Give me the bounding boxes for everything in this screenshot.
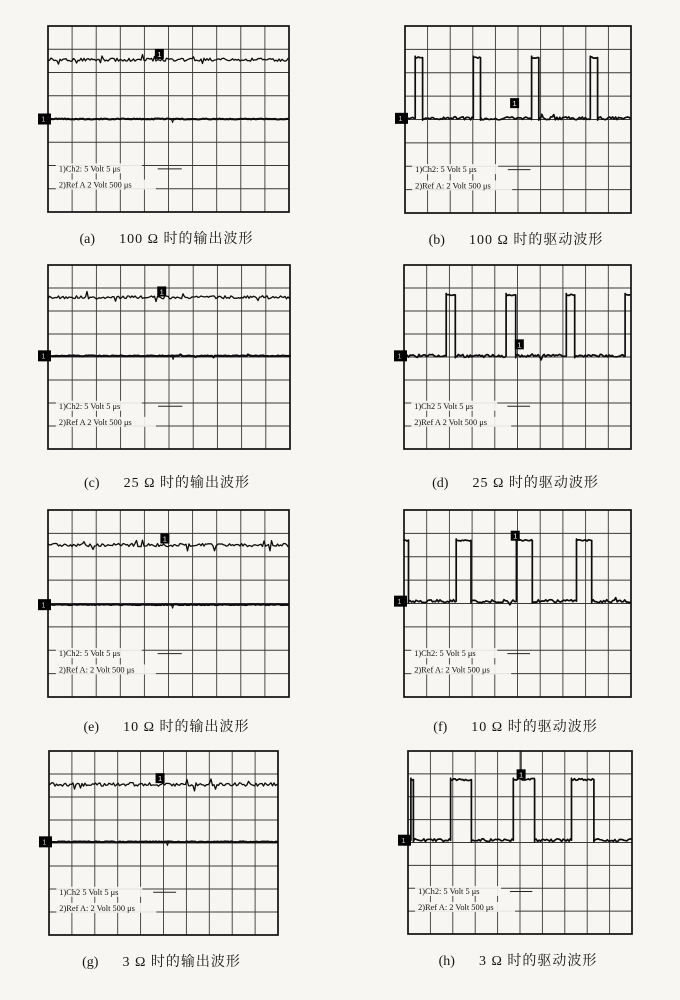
figure-caption-text: 3 Ω 时的驱动波形 [478,954,598,969]
figure-d [394,262,637,492]
figure-caption-text: 25 Ω 时的输出波形 [123,476,250,491]
waveform-traces [404,294,630,360]
scope-screen-b [395,23,637,219]
figure-caption-text: 25 Ω 时的驱动波形 [472,476,599,491]
trace-marker-label: 1 [519,770,524,780]
trace-marker-label: 1 [157,49,162,59]
left-edge-marker-label: 1 [41,602,46,610]
scope-screen-c [38,262,296,455]
scope-screen-f [394,507,637,703]
figure-caption-label: (f) [433,720,448,735]
scope-screen-d [394,262,637,455]
scope-screen-a [38,23,295,218]
figure-caption-h [398,950,638,970]
left-edge-marker-label: 1 [397,353,402,361]
figure-caption-c [38,472,296,492]
figure-b [395,23,637,249]
scale-line-ch2: 1)Ch2: 5 Volt 5 μs [414,649,476,659]
scale-line-refa: 2)Ref A 2 Volt 500 μs [58,417,132,427]
scale-line-refa: 2)Ref A 2 Volt 500 μs [58,180,132,190]
left-edge-marker-label: 1 [42,839,47,847]
reference-trace [50,119,289,120]
scale-line-ch2: 1)Ch2: 5 Volt 5 μs [415,165,477,175]
left-edge-marker-label: 1 [401,837,406,845]
trace-marker-label: 1 [512,99,517,109]
scale-line-ch2: 1)Ch2 5 Volt 5 μs [414,401,474,411]
figure-caption-e [38,716,295,736]
figure-caption-label: (a) [79,232,96,247]
scale-line-refa: 2)Ref A 2 Volt 500 μs [414,417,488,427]
trace-marker-label: 1 [517,340,522,350]
figure-caption-text: 100 Ω 时的输出波形 [119,232,254,247]
figure-e [38,507,295,736]
trace-marker-label: 1 [162,534,167,544]
figure-a [38,23,295,248]
figure-f [394,507,637,736]
figure-h [398,748,638,970]
scale-line-refa: 2)Ref A: 2 Volt 500 μs [58,665,135,675]
scale-annotations [56,401,182,427]
drive-pulse-trace [404,294,630,360]
scale-line-refa: 2)Ref A: 2 Volt 500 μs [418,902,494,912]
scale-line-ch2: 1)Ch2 5 Volt 5 μs [59,887,119,897]
scale-annotations [56,648,182,674]
trace-marker-label: 1 [513,531,518,541]
scale-line-ch2: 1)Ch2: 5 Volt 5 μs [58,164,121,174]
scope-screen-e [38,507,295,703]
left-edge-marker-label: 1 [41,353,46,361]
figure-caption-d [394,472,637,492]
figure-caption-b [395,229,637,249]
figure-caption-label: (g) [82,955,99,970]
left-edge-marker-label: 1 [398,115,403,123]
output-trace [48,55,288,65]
figure-caption-label: (h) [438,954,455,969]
channel-markers [398,769,526,845]
figure-caption-label: (c) [84,476,100,491]
figure-caption-text: 100 Ω 时的驱动波形 [468,233,604,248]
scale-annotations [56,887,176,913]
scale-annotations [412,164,530,190]
scale-line-refa: 2)Ref A: 2 Volt 500 μs [59,903,135,913]
figure-g [39,748,284,971]
figure-caption-text: 10 Ω 时的驱动波形 [471,720,598,735]
scale-annotations [415,886,532,912]
reference-trace [50,604,289,605]
figure-caption-a [38,228,295,248]
scale-annotations [411,401,530,427]
scope-screen-h [398,748,638,940]
figure-caption-label: (b) [428,233,445,248]
scale-annotations [56,163,182,189]
figure-caption-label: (e) [83,720,100,735]
figure-caption-text: 3 Ω 时的输出波形 [122,955,241,970]
left-edge-marker-label: 1 [41,116,46,124]
left-edge-marker-label: 1 [397,598,402,606]
scale-line-refa: 2)Ref A: 2 Volt 500 μs [414,665,490,675]
scale-annotations [411,648,530,674]
scope-screen-g [39,748,284,941]
trace-marker-label: 1 [157,774,163,784]
reference-trace [51,841,278,842]
figure-caption-g [39,951,284,971]
figure-caption-text: 10 Ω 时的输出波形 [123,720,250,735]
figure-c [38,262,296,492]
scale-line-ch2: 1)Ch2: 5 Volt 5 μs [58,649,121,659]
scale-line-ch2: 1)Ch2: 5 Volt 5 μs [418,886,480,896]
trace-marker-label: 1 [159,287,164,297]
figure-caption-label: (d) [432,476,449,491]
scale-line-ch2: 1)Ch2: 5 Volt 5 μs [58,401,121,411]
scale-line-refa: 2)Ref A: 2 Volt 500 μs [415,181,491,191]
figure-caption-f [394,716,637,736]
